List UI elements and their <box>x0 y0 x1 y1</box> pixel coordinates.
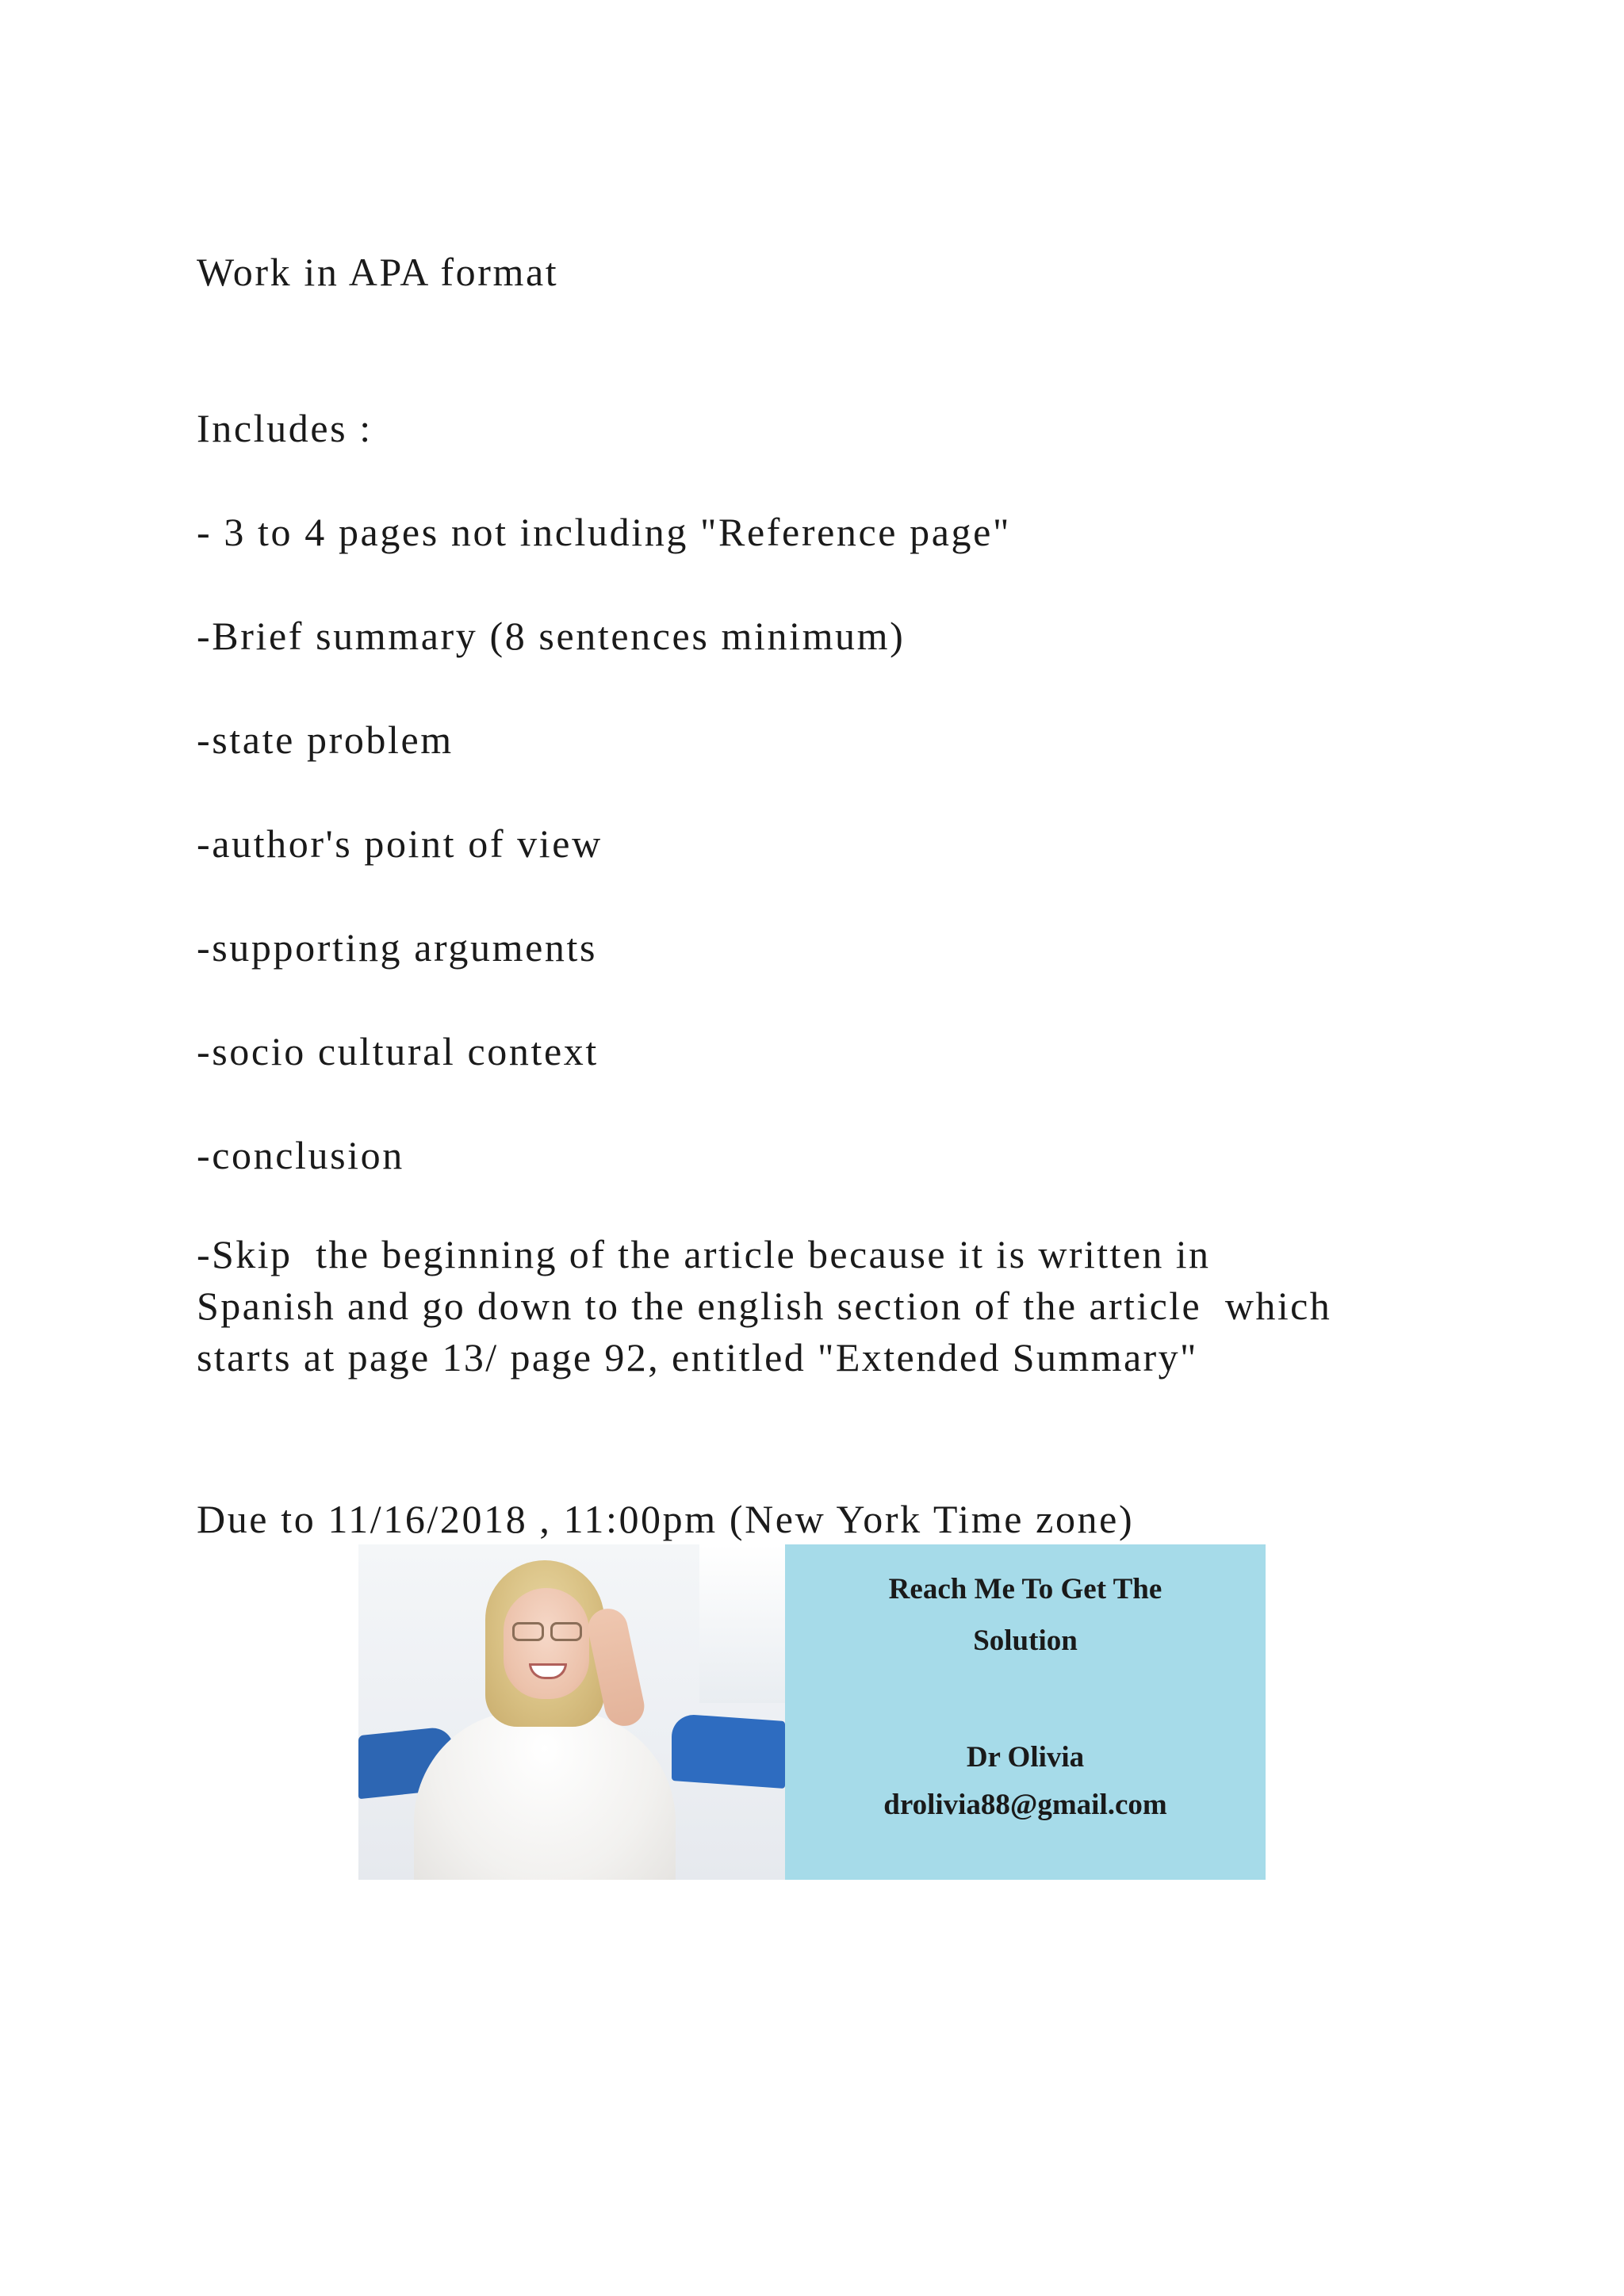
banner-headline-line2: Solution <box>973 1624 1078 1657</box>
list-item-point-of-view: -author's point of view <box>197 821 603 866</box>
list-item-summary: -Brief summary (8 sentences minimum) <box>197 614 906 658</box>
face-shape <box>504 1588 589 1699</box>
chair-right-shape <box>672 1713 785 1789</box>
list-item-pages: - 3 to 4 pages not including "Reference page" <box>197 510 1011 554</box>
list-item-problem: -state problem <box>197 718 454 762</box>
blouse-shape <box>414 1711 676 1880</box>
list-item-context: -socio cultural context <box>197 1029 599 1073</box>
contact-banner <box>358 1544 1266 1880</box>
window-shape <box>699 1544 785 1703</box>
woman-photo <box>358 1544 785 1880</box>
banner-headline-line1: Reach Me To Get The <box>888 1573 1162 1605</box>
contact-info-panel <box>785 1544 1266 1880</box>
skip-paragraph: -Skip the beginning of the article because it is written in Spanish and go down to the english section of the article which starts at page 13/ page 92, entitled "Extended Summary" <box>197 1232 1332 1380</box>
contact-email[interactable]: drolivia88@gmail.com <box>883 1789 1167 1821</box>
doc-title: Work in APA format <box>197 250 559 294</box>
list-item-arguments: -supporting arguments <box>197 925 598 970</box>
list-item-conclusion: -conclusion <box>197 1133 404 1177</box>
due-date: Due to 11/16/2018 , 11:00pm (New York Time zone) <box>197 1497 1135 1541</box>
glasses-icon <box>509 1622 585 1643</box>
includes-heading: Includes : <box>197 406 373 450</box>
contact-name: Dr Olivia <box>966 1741 1085 1774</box>
